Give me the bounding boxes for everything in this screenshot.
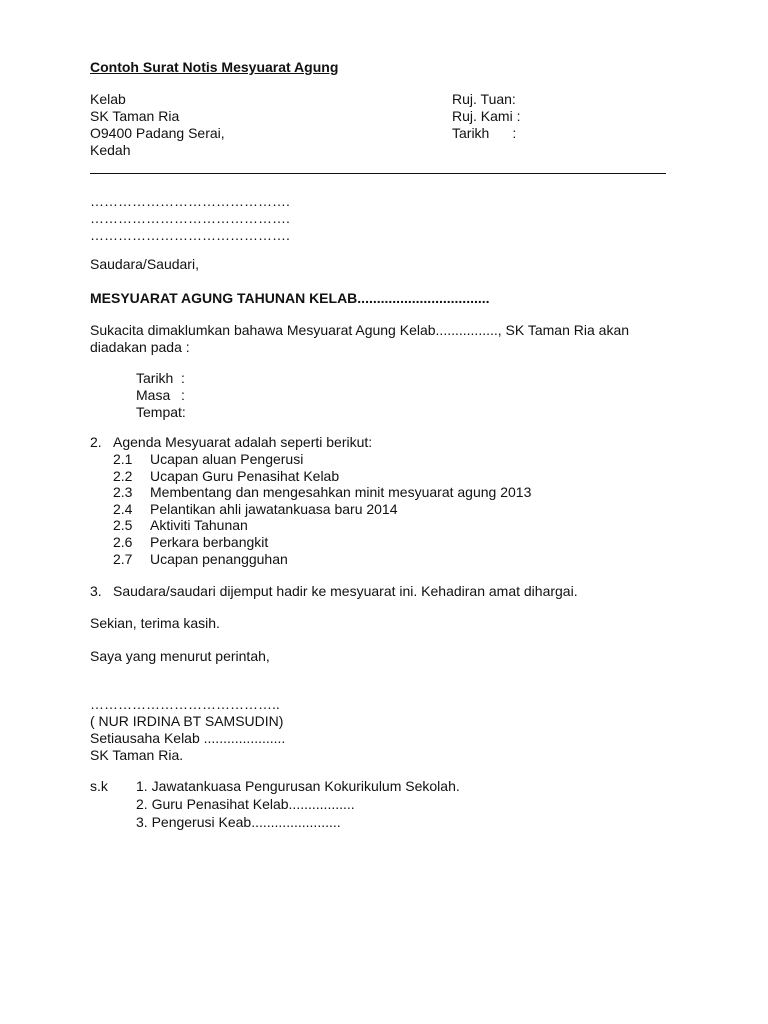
agenda-item-text: Membentang dan mengesahkan minit mesyuarat agung 2013 (150, 484, 532, 501)
cc-item: 2. Guru Penasihat Kelab................. (136, 796, 355, 812)
ref-tarikh-label: Tarikh (452, 125, 490, 141)
signatory-name: ( NUR IRDINA BT SAMSUDIN) (90, 713, 284, 729)
closing: Sekian, terima kasih. (90, 615, 220, 631)
detail-sep: : (181, 370, 185, 386)
agenda-item-text: Aktiviti Tahunan (150, 517, 248, 534)
detail-tempat (136, 404, 186, 421)
agenda-item-number: 2.2 (113, 467, 133, 484)
ref-ruj-kami: Ruj. Kami : (452, 108, 521, 124)
agenda-item (113, 484, 531, 501)
agenda-item-text: Ucapan aluan Pengerusi (150, 451, 304, 467)
detail-sep: : (181, 387, 185, 403)
signature-line: ………………………………….. (90, 696, 280, 712)
agenda-item-text: Ucapan Guru Penasihat Kelab (150, 467, 340, 484)
ref-tarikh-colon: : (512, 125, 517, 141)
detail-label: Tempat: (136, 404, 186, 420)
sender-line: Kelab (90, 91, 126, 107)
agenda-item-number: 2.3 (113, 484, 133, 501)
agenda-item (113, 534, 531, 551)
invite-number: 3. (90, 583, 102, 599)
agenda-item-number: 2.4 (113, 500, 133, 517)
intro-line: diadakan pada : (90, 339, 190, 355)
agenda-item (113, 501, 531, 518)
signatory-position: Setiausaha Kelab ..................... (90, 730, 286, 746)
agenda-heading: Agenda Mesyuarat adalah seperti berikut: (113, 434, 373, 450)
agenda-item-number: 2.5 (113, 517, 133, 534)
detail-masa (136, 387, 170, 404)
invite-text: Saudara/saudari dijemput hadir ke mesyuarat ini. Kehadiran amat dihargai. (113, 583, 578, 599)
ref-tarikh (452, 125, 520, 142)
agenda-item (113, 451, 531, 468)
sender-address (90, 91, 225, 159)
document-title: Contoh Surat Notis Mesyuarat Agung (90, 59, 339, 75)
reference-block (452, 91, 520, 142)
recipient-line: ……………………………………. (90, 227, 290, 243)
cc-item: 3. Pengerusi Keab....................... (136, 814, 341, 830)
detail-tarikh (136, 370, 173, 387)
recipient-line: ……………………………………. (90, 210, 290, 226)
agenda-item-number: 2.7 (113, 550, 133, 567)
agenda-item (113, 468, 531, 485)
cc-list (136, 778, 460, 832)
agenda-item-text: Pelantikan ahli jawatankuasa baru 2014 (150, 500, 398, 517)
cc-label: s.k (90, 778, 108, 794)
intro-line: Sukacita dimaklumkan bahawa Mesyuarat Agung Kelab................, SK Taman Ria akan (90, 322, 630, 338)
detail-label: Masa (136, 387, 171, 403)
sender-line: Kedah (90, 142, 131, 158)
header-divider (90, 173, 666, 174)
agenda-item-text: Ucapan penangguhan (150, 550, 288, 567)
recipient-line: ……………………………………. (90, 193, 290, 209)
agenda-number: 2. (90, 434, 102, 450)
detail-label: Tarikh (136, 370, 174, 386)
sender-line: SK Taman Ria (90, 108, 180, 124)
signatory-org: SK Taman Ria. (90, 747, 184, 763)
ref-ruj-tuan: Ruj. Tuan: (452, 91, 516, 107)
agenda-item-number: 2.1 (113, 451, 133, 467)
sender-line: O9400 Padang Serai, (90, 125, 225, 141)
cc-item: 1. Jawatankuasa Pengurusan Kokurikulum Sekolah. (136, 778, 460, 794)
agenda-item (113, 551, 531, 568)
agenda-item (113, 517, 531, 534)
subject-heading: MESYUARAT AGUNG TAHUNAN KELAB.................................. (90, 290, 490, 306)
salutation: Saudara/Saudari, (90, 256, 199, 272)
agenda-item-text: Perkara berbangkit (150, 533, 269, 550)
agenda-item-number: 2.6 (113, 533, 133, 550)
sign-off: Saya yang menurut perintah, (90, 648, 270, 664)
agenda-list (113, 451, 531, 567)
